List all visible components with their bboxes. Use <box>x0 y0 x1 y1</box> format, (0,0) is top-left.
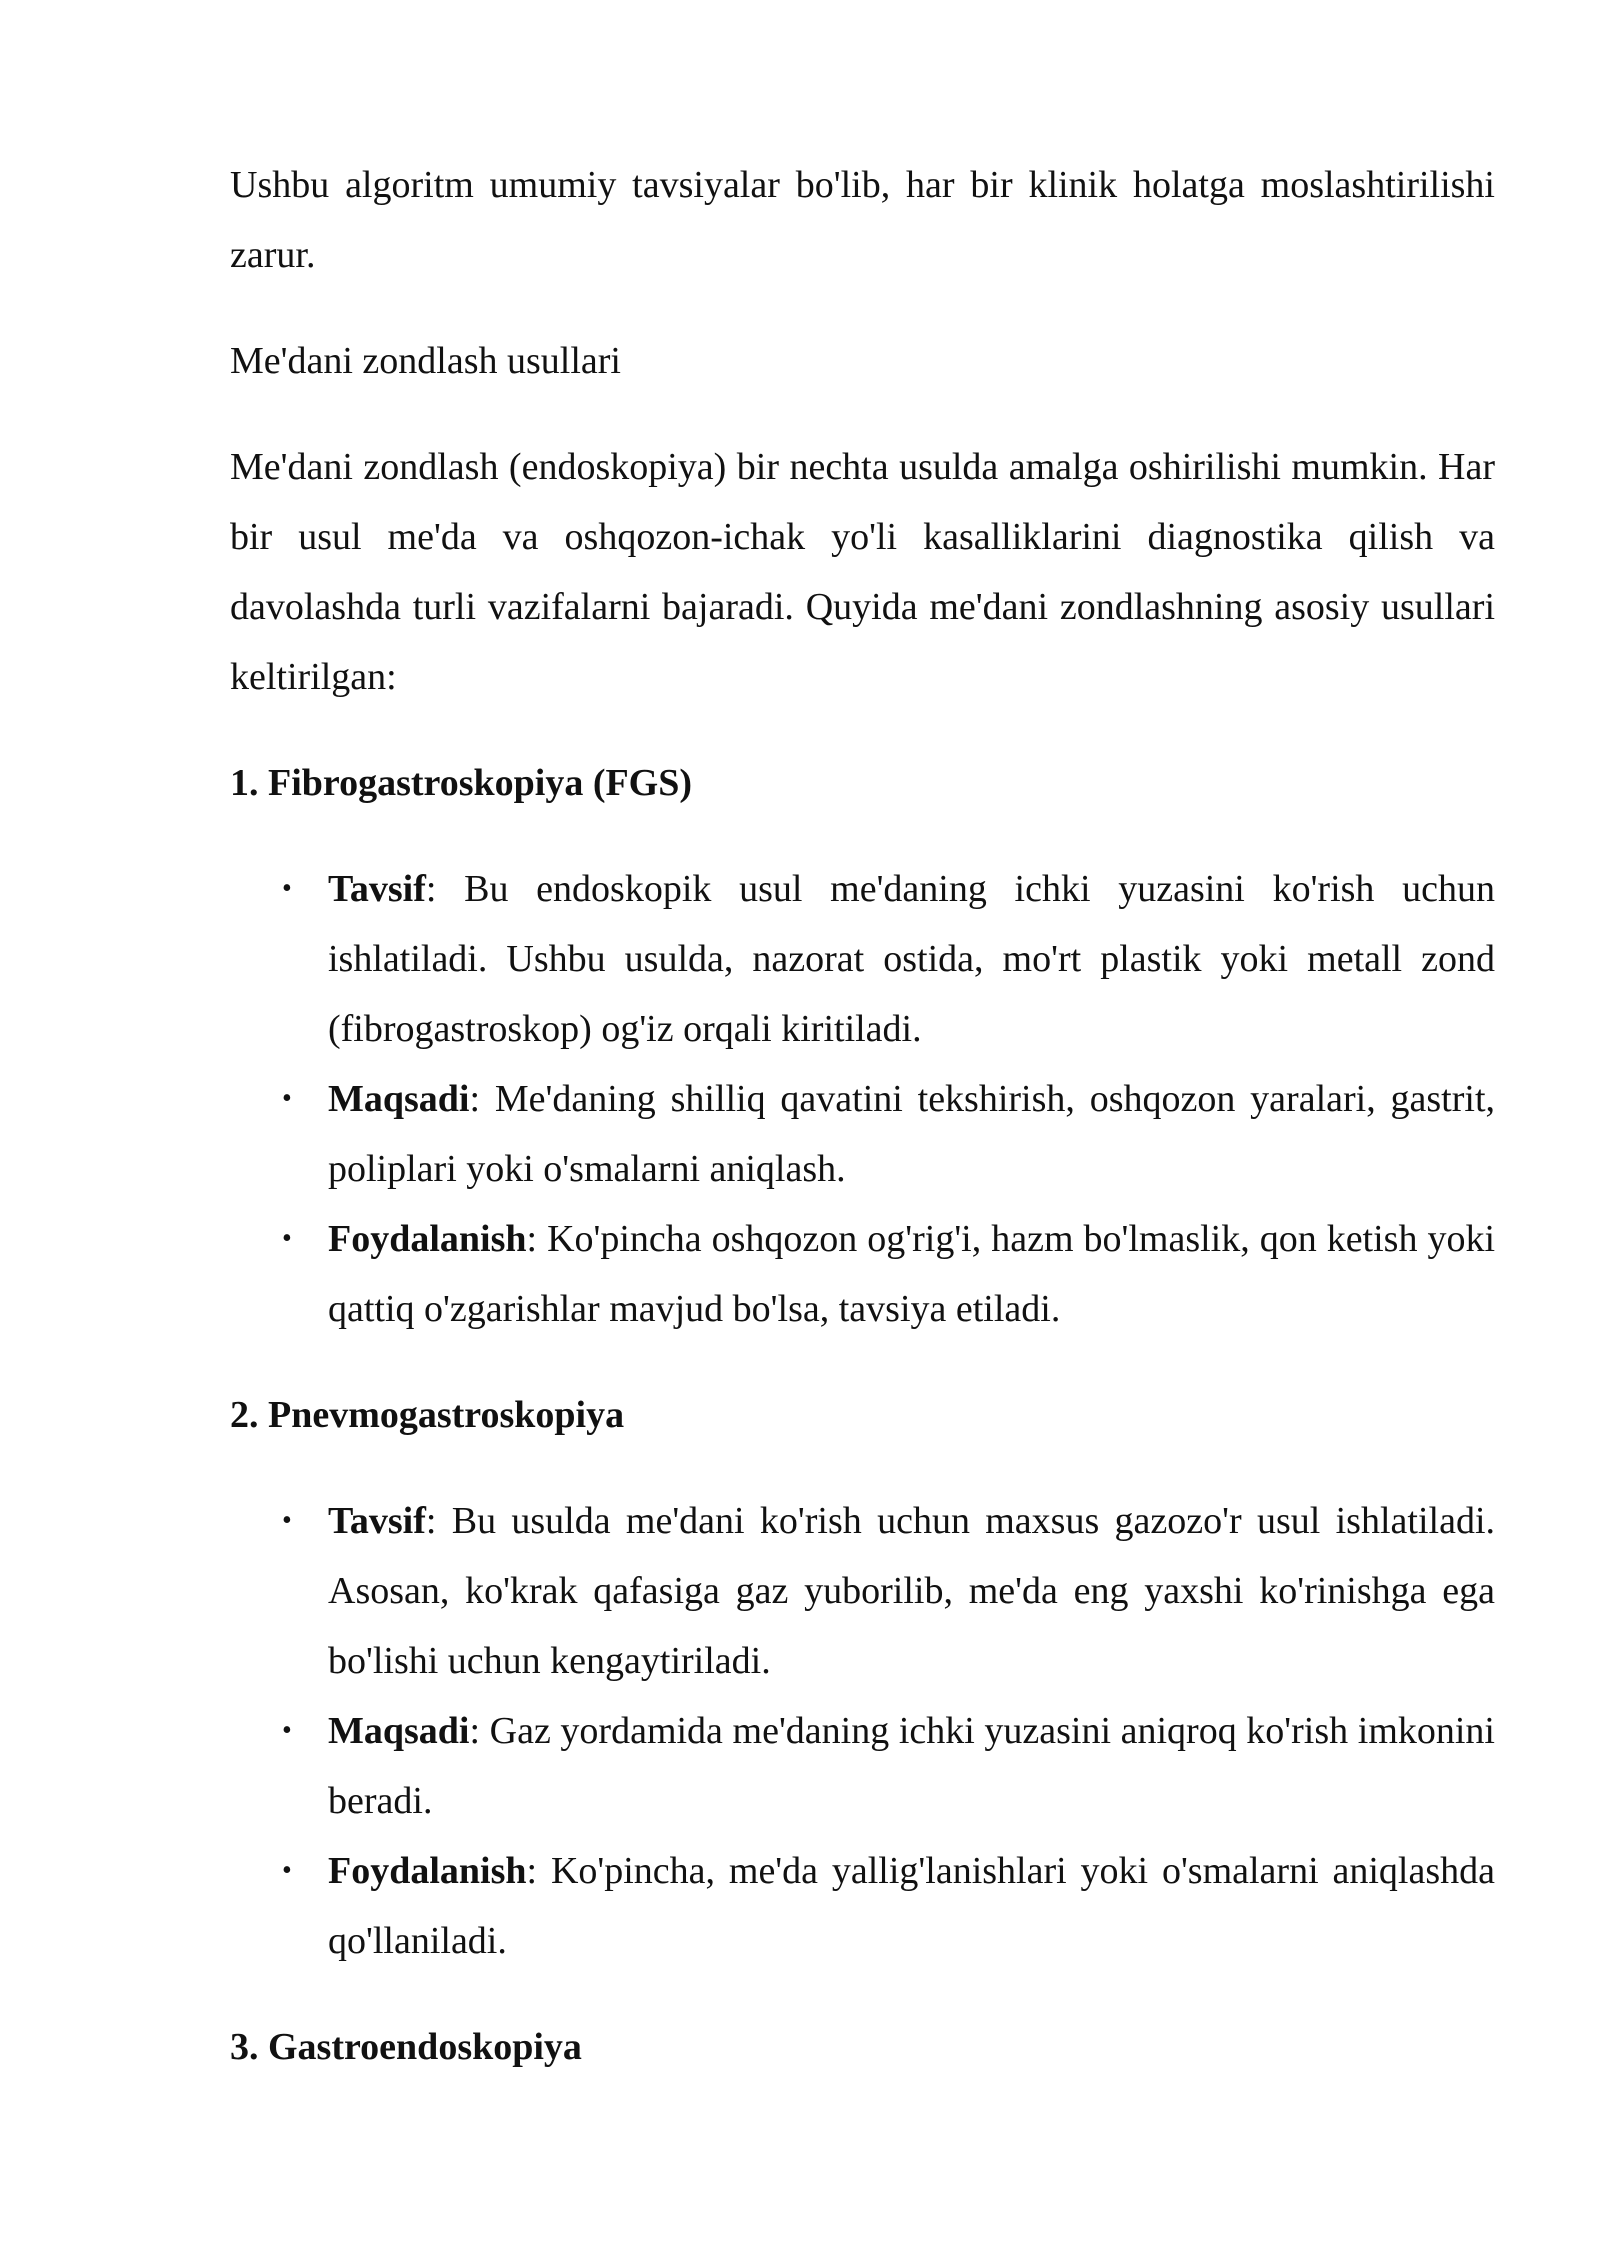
section-gastroendoskopiya <box>230 2012 1495 2082</box>
item-term: Maqsadi <box>328 1078 470 1120</box>
bullet-icon: • <box>282 1855 292 1886</box>
intro-paragraph: Ushbu algoritm umumiy tavsiyalar bo'lib, har bir klinik holatga moslashtirilishi zarur. <box>230 164 1495 276</box>
item-separator: : <box>425 1500 437 1542</box>
item-separator: : <box>469 1710 481 1752</box>
bullet-icon: • <box>282 1223 292 1254</box>
list-item <box>230 1064 1495 1204</box>
list-item <box>230 1836 1495 1976</box>
item-text: Gaz yordamida me'daning ichki yuzasini aniqroq ko'rish imkonini beradi. <box>328 1710 1495 1822</box>
item-separator: : <box>526 1850 538 1892</box>
item-separator: : <box>469 1078 481 1120</box>
item-text: Bu endoskopik usul me'daning ichki yuzasini ko'rish uchun ishlatiladi. Ushbu usulda, nazorat ostida, mo'rt plastik yoki metall zond (fibrogastroskop) og'iz orqali kiritiladi. <box>328 868 1495 1050</box>
list-item <box>230 1486 1495 1696</box>
item-term: Tavsif <box>328 868 426 910</box>
subtitle: Me'dani zondlash usullari <box>230 340 621 382</box>
bullet-icon: • <box>282 1505 292 1536</box>
document-page <box>230 150 1495 2118</box>
bullet-icon: • <box>282 1083 292 1114</box>
bullet-list <box>230 854 1495 1344</box>
item-text: Me'daning shilliq qavatini tekshirish, oshqozon yaralari, gastrit, poliplari yoki o'smalarni aniqlash. <box>328 1078 1495 1190</box>
item-term: Maqsadi <box>328 1710 470 1752</box>
section-heading: 2. Pnevmogastroskopiya <box>230 1394 625 1436</box>
item-term: Foydalanish <box>328 1218 527 1260</box>
item-separator: : <box>425 868 437 910</box>
item-text: Bu usulda me'dani ko'rish uchun maxsus gazozo'r usul ishlatiladi. Asosan, ko'krak qafasiga gaz yuborilib, me'da eng yaxshi ko'rinishga ega bo'lishi uchun kengaytiriladi. <box>328 1500 1495 1682</box>
item-term: Tavsif <box>328 1500 426 1542</box>
item-separator: : <box>526 1218 538 1260</box>
section-pnevmogastroskopiya <box>230 1380 1495 1976</box>
item-text: Ko'pincha, me'da yallig'lanishlari yoki o'smalarni aniqlashda qo'llaniladi. <box>328 1850 1495 1962</box>
section-heading: 3. Gastroendoskopiya <box>230 2026 582 2068</box>
item-term: Foydalanish <box>328 1850 527 1892</box>
bullet-icon: • <box>282 873 292 904</box>
list-item <box>230 854 1495 1064</box>
item-text: Ko'pincha oshqozon og'rig'i, hazm bo'lmaslik, qon ketish yoki qattiq o'zgarishlar mavjud bo'lsa, tavsiya etiladi. <box>328 1218 1495 1330</box>
bullet-list <box>230 1486 1495 1976</box>
list-item <box>230 1204 1495 1344</box>
section-fgs <box>230 748 1495 1344</box>
bullet-icon: • <box>282 1715 292 1746</box>
section-heading: 1. Fibrogastroskopiya (FGS) <box>230 762 693 804</box>
body-paragraph: Me'dani zondlash (endoskopiya) bir nechta usulda amalga oshirilishi mumkin. Har bir usul me'da va oshqozon-ichak yo'li kasalliklarini diagnostika qilish va davolashda turli vazifalarni bajaradi. Quyida me'dani zondlashning asosiy usullari keltirilgan: <box>230 446 1495 698</box>
list-item <box>230 1696 1495 1836</box>
